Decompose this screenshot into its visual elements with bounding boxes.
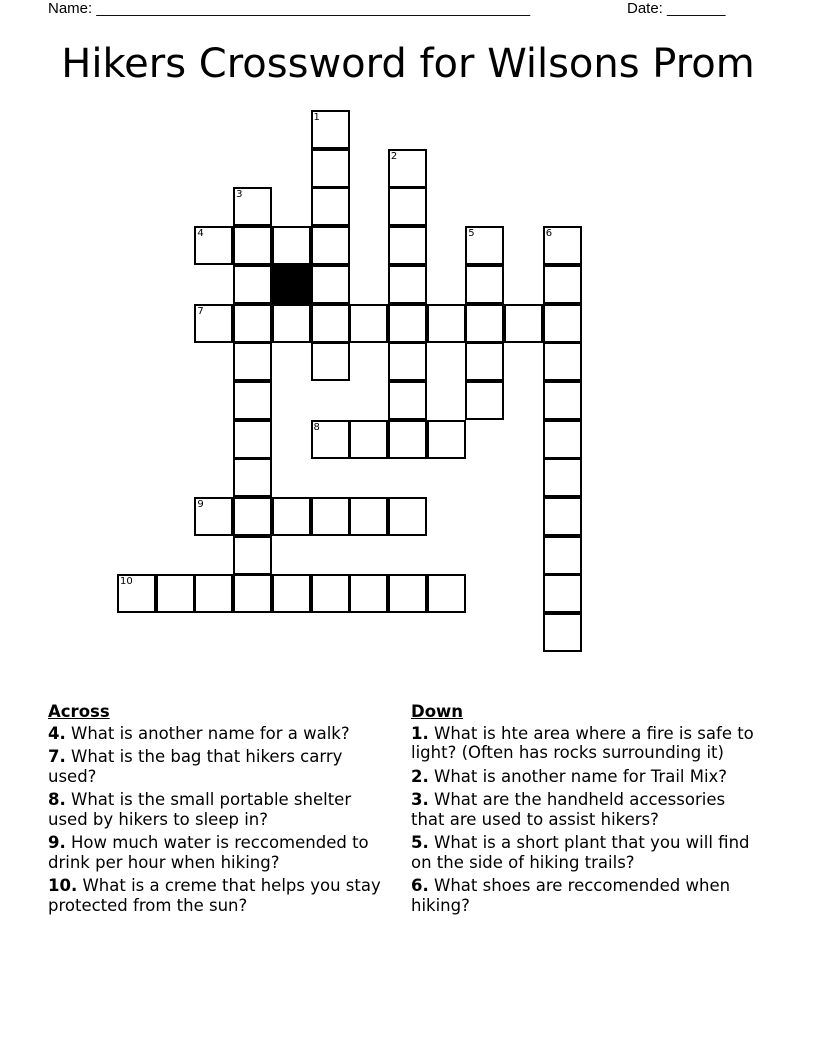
crossword-cell[interactable] [465,342,504,381]
across-heading: Across [48,702,110,721]
crossword-cell[interactable] [349,574,388,613]
crossword-cell[interactable] [233,381,272,420]
clue-text: What is the bag that hikers carry used? [48,747,343,786]
crossword-cell[interactable] [388,497,427,536]
clue-text: What is hte area where a fire is safe to light? (Often has rocks surrounding it) [411,723,754,762]
crossword-cell[interactable] [233,536,272,575]
crossword-cell[interactable] [233,497,272,536]
crossword-cell[interactable] [311,110,350,149]
clue-number-label: 6 [545,228,553,240]
clue-number-label: 10 [120,576,133,588]
clue-across-10 [48,876,388,915]
page-title: Hikers Crossword for Wilsons Prom [61,41,755,87]
crossword-cell[interactable] [311,149,350,188]
crossword-cell[interactable] [504,304,543,343]
crossword-cell[interactable] [194,574,233,613]
crossword-cell[interactable] [543,420,582,459]
crossword-cell[interactable] [349,304,388,343]
black-square [272,265,311,304]
crossword-cell[interactable] [194,226,233,265]
clue-number: 8. [48,790,66,809]
crossword-cell[interactable] [233,574,272,613]
clue-across-7 [48,747,388,786]
clue-number-label: 5 [468,228,475,240]
crossword-cell[interactable] [311,420,350,459]
clue-down-6 [411,876,761,915]
crossword-cell[interactable] [272,226,311,265]
clue-text: How much water is reccomended to drink per hour when hiking? [48,833,369,872]
clue-text: What is another name for Trail Mix? [434,766,728,786]
crossword-cell[interactable] [194,497,233,536]
crossword-cell[interactable] [543,458,582,497]
crossword-cell[interactable] [311,187,350,226]
clue-number: 3. [411,790,429,809]
clue-number-label: 2 [390,150,398,162]
across-clues [48,702,388,919]
crossword-cell[interactable] [388,187,427,226]
clue-number: 6. [411,876,429,895]
crossword-cell[interactable] [388,574,427,613]
clue-number-label: 3 [236,189,243,201]
clue-across-9 [48,833,388,872]
clue-number: 4. [48,723,66,743]
crossword-cell[interactable] [233,265,272,304]
crossword-cell[interactable] [465,265,504,304]
crossword-cell[interactable] [311,497,350,536]
crossword-cell[interactable] [388,381,427,420]
clue-text: What are the handheld accessories that are used to assist hikers? [411,790,726,829]
clue-number: 7. [48,747,66,766]
clue-number-label: 8 [313,421,320,433]
crossword-cell[interactable] [311,574,350,613]
crossword-cell[interactable] [388,149,427,188]
crossword-cell[interactable] [543,381,582,420]
date-field-label[interactable]: Date: _______ [627,0,726,17]
crossword-cell[interactable] [156,574,195,613]
clue-number: 5. [411,833,429,852]
clue-text: What is the small portable shelter used by hikers to sleep in? [48,790,352,829]
crossword-cell[interactable] [543,226,582,265]
crossword-cell[interactable] [272,574,311,613]
crossword-cell[interactable] [233,420,272,459]
crossword-cell[interactable] [349,497,388,536]
crossword-cell[interactable] [465,304,504,343]
crossword-cell[interactable] [427,420,466,459]
crossword-cell[interactable] [349,420,388,459]
crossword-cell[interactable] [543,574,582,613]
clue-down-3 [411,790,761,829]
clue-down-1 [411,724,761,763]
crossword-cell[interactable] [311,226,350,265]
clue-number-label: 1 [313,112,320,123]
crossword-cell[interactable] [543,304,582,343]
crossword-cell[interactable] [465,226,504,265]
crossword-cell[interactable] [543,497,582,536]
crossword-cell[interactable] [233,187,272,226]
crossword-cell[interactable] [311,304,350,343]
crossword-cell[interactable] [272,497,311,536]
down-heading: Down [411,702,464,721]
clue-number: 10. [48,876,78,895]
crossword-cell[interactable] [543,613,582,652]
clue-number-label: 4 [197,228,204,240]
crossword-cell[interactable] [388,342,427,381]
crossword-cell[interactable] [117,574,156,613]
crossword-cell[interactable] [233,304,272,343]
clue-number: 9. [48,833,66,852]
crossword-cell[interactable] [233,226,272,265]
crossword-cell[interactable] [311,265,350,304]
clue-text: What is a creme that helps you stay protected from the sun? [48,876,381,915]
crossword-cell[interactable] [388,265,427,304]
clue-down-2 [411,767,761,787]
clue-text: What is a short plant that you will find on the side of hiking trails? [411,833,750,872]
crossword-cell[interactable] [311,342,350,381]
crossword-cell[interactable] [233,458,272,497]
clue-down-5 [411,833,761,872]
crossword-cell[interactable] [194,304,233,343]
crossword-cell[interactable] [427,304,466,343]
crossword-cell[interactable] [388,226,427,265]
clue-across-4 [48,724,388,744]
clue-number: 1. [411,723,429,743]
crossword-cell[interactable] [543,536,582,575]
clue-text: What is another name for a walk? [71,723,350,743]
clue-across-8 [48,790,388,829]
crossword-cell[interactable] [427,574,466,613]
clue-text: What shoes are reccomended when hiking? [411,876,731,915]
down-clues [411,702,761,919]
crossword-cell[interactable] [233,342,272,381]
clue-number: 2. [411,766,429,786]
crossword-cell[interactable] [543,342,582,381]
crossword-cell[interactable] [465,381,504,420]
crossword-cell[interactable] [543,265,582,304]
clue-number-label: 9 [197,499,204,510]
crossword-cell[interactable] [388,420,427,459]
name-field-label[interactable]: Name: ____________________________________________________ [48,0,531,17]
crossword-cell[interactable] [272,304,311,343]
clue-number-label: 7 [197,305,204,317]
crossword-cell[interactable] [388,304,427,343]
